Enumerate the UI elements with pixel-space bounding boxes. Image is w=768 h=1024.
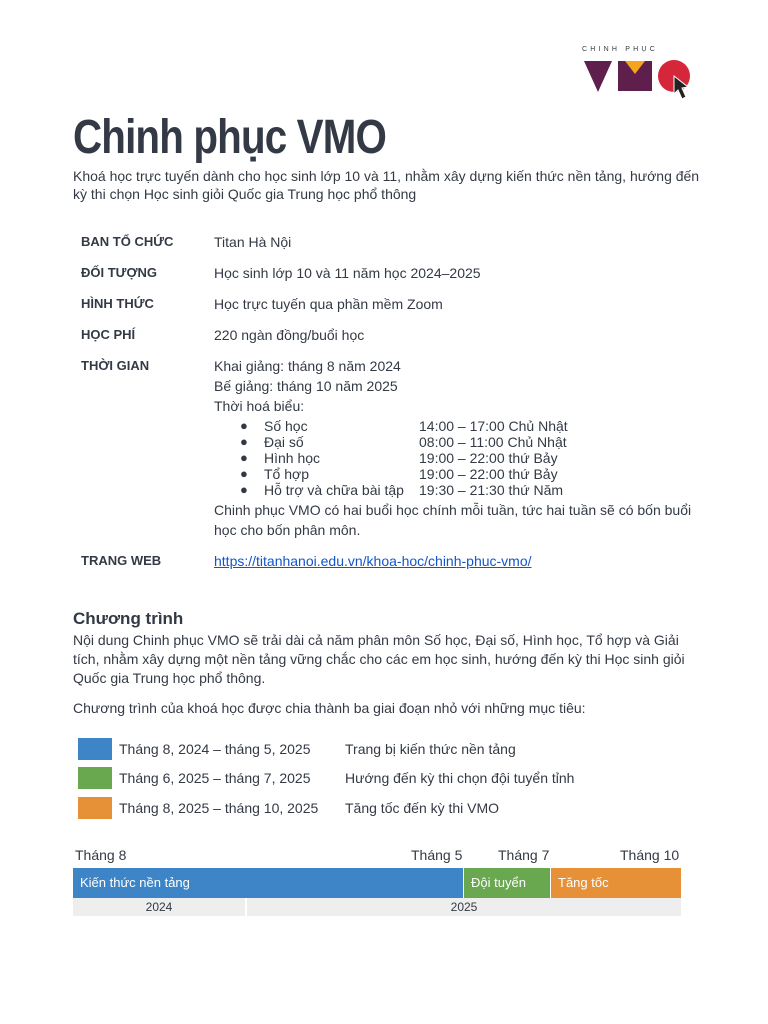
course-info-table <box>73 232 693 582</box>
end-date: Bế giảng: tháng 10 năm 2025 <box>214 378 398 394</box>
schedule-time: 19:30 – 21:30 thứ Năm <box>419 482 564 498</box>
phase-goal: Trang bị kiến thức nền tảng <box>345 741 516 757</box>
timeline-label: Tháng 10 <box>620 847 680 863</box>
program-heading: Chương trình <box>73 609 184 628</box>
phase-row <box>78 767 698 789</box>
vmo-logo-mark-icon <box>582 54 696 102</box>
info-label: HÌNH THỨC <box>81 296 154 311</box>
program-description: Nội dung Chinh phục VMO sẽ trải dài cả năm phân môn Số học, Đại số, Hình học, Tổ hợp và Giải tích, nhằm xây dựng một nền tảng vững chắc cho các em học sinh, hướng đến kỳ thi Học sinh giỏi Quốc gia Trung học phổ thông. <box>73 632 685 686</box>
phase-dates: Tháng 6, 2025 – tháng 7, 2025 <box>119 770 311 786</box>
phase-color-swatch <box>78 767 112 789</box>
schedule-subject: Tổ hợp <box>264 466 309 482</box>
info-row-website <box>73 551 693 571</box>
phase-goal: Hướng đến kỳ thi chọn đội tuyển tỉnh <box>345 770 575 786</box>
schedule-subject: Hỗ trợ và chữa bài tập <box>264 482 404 498</box>
bullet-icon: ● <box>240 482 248 497</box>
timeline-label: Tháng 8 <box>75 847 127 863</box>
info-label: HỌC PHÍ <box>81 327 136 342</box>
schedule-time: 19:00 – 22:00 thứ Bảy <box>419 466 558 482</box>
timeline-year: 2024 <box>73 898 245 916</box>
info-row-audience <box>73 263 693 283</box>
phase-dates: Tháng 8, 2024 – tháng 5, 2025 <box>119 741 311 757</box>
schedule-title: Thời hoá biểu: <box>214 398 305 414</box>
phase-color-swatch <box>78 797 112 819</box>
timeline-bar-speedup: Tăng tốc <box>551 868 681 898</box>
start-date: Khai giảng: tháng 8 năm 2024 <box>214 358 401 374</box>
info-value <box>214 356 693 540</box>
schedule-subject: Số học <box>264 418 308 434</box>
phase-row <box>78 797 698 819</box>
timeline-bar-team: Đội tuyển <box>464 868 550 898</box>
logo-caption: CHINH PHỤC <box>582 46 658 53</box>
schedule-item <box>240 418 693 434</box>
bullet-icon: ● <box>240 466 248 481</box>
schedule-time: 14:00 – 17:00 Chủ Nhật <box>419 418 568 434</box>
info-value: Titan Hà Nội <box>214 234 292 250</box>
schedule-list <box>214 418 693 498</box>
timeline-year: 2025 <box>247 898 681 916</box>
schedule-subject: Hình học <box>264 450 321 466</box>
bullet-icon: ● <box>240 418 248 433</box>
timeline-label: Tháng 7 <box>498 847 550 863</box>
schedule-item <box>240 434 693 450</box>
phase-dates: Tháng 8, 2025 – tháng 10, 2025 <box>119 800 319 816</box>
info-value: Học sinh lớp 10 và 11 năm học 2024–2025 <box>214 265 481 281</box>
info-row-organizer <box>73 232 693 252</box>
page-title: Chinh phục VMO <box>73 111 387 164</box>
timeline-bar-foundation: Kiến thức nền tảng <box>73 868 463 898</box>
intro-text: Khoá học trực tuyến dành cho học sinh lớp 10 và 11, nhằm xây dựng kiến thức nền tảng, hướng đến kỳ thi chọn Học sinh giỏi Quốc gia Trung học phổ thông <box>73 168 700 202</box>
info-label: ĐỐI TƯỢNG <box>81 265 158 280</box>
info-label: THỜI GIAN <box>81 358 150 373</box>
schedule-item <box>240 466 693 482</box>
info-value: Học trực tuyến qua phần mềm Zoom <box>214 296 443 312</box>
program-phases-intro: Chương trình của khoá học được chia thành ba giai đoạn nhỏ với những mục tiêu: <box>73 700 586 716</box>
phase-color-swatch <box>78 738 112 760</box>
phase-row <box>78 738 698 760</box>
schedule-item <box>240 482 693 498</box>
bullet-icon: ● <box>240 434 248 449</box>
info-label: BAN TỔ CHỨC <box>81 234 174 249</box>
schedule-subject: Đại số <box>264 434 304 450</box>
info-label: TRANG WEB <box>81 553 162 568</box>
info-row-fee <box>73 325 693 345</box>
info-row-format <box>73 294 693 314</box>
timeline-label: Tháng 5 <box>411 847 463 863</box>
chinh-phuc-vmo-logo <box>582 46 696 102</box>
info-value: 220 ngàn đồng/buổi học <box>214 327 365 343</box>
schedule-time: 08:00 – 11:00 Chủ Nhật <box>419 434 567 450</box>
info-row-time <box>73 356 693 540</box>
schedule-item <box>240 450 693 466</box>
schedule-time: 19:00 – 22:00 thứ Bảy <box>419 450 558 466</box>
website-link[interactable]: https://titanhanoi.edu.vn/khoa-hoc/chinh-phuc-vmo/ <box>214 553 532 569</box>
phase-goal: Tăng tốc đến kỳ thi VMO <box>345 800 500 816</box>
schedule-note: Chinh phục VMO có hai buổi học chính mỗi tuần, tức hai tuần sẽ có bốn buổi học cho bốn phân môn. <box>214 502 692 538</box>
bullet-icon: ● <box>240 450 248 465</box>
